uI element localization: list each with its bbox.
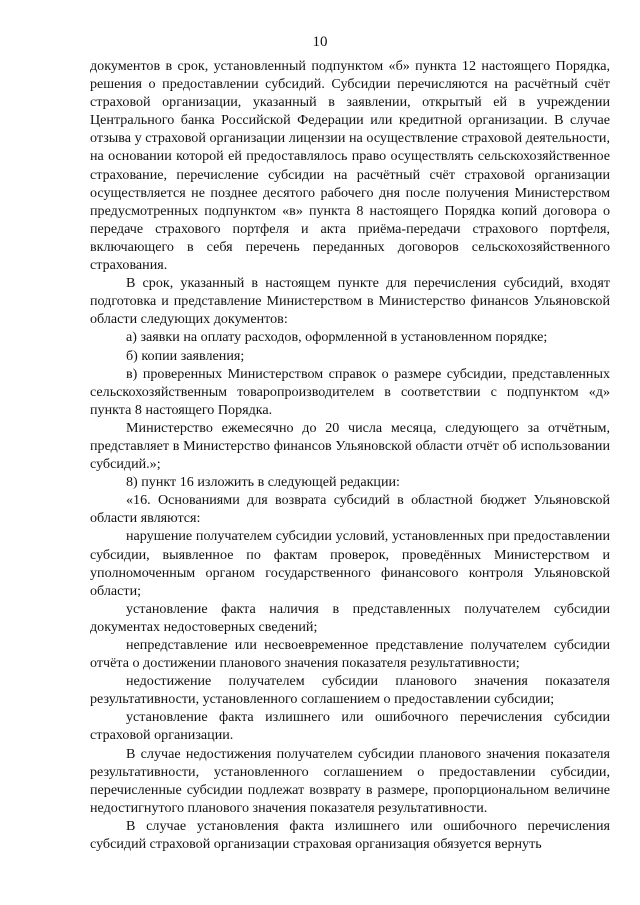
- paragraph-7: 8) пункт 16 изложить в следующей редакции:: [126, 474, 400, 491]
- paragraph-5: в) проверенных Министерством справок о размере субсидии, представленных сельскохозяйственным товаропроизводителем в соответствии с подпунктом «д» пункта 8 настоящего Порядка.: [90, 365, 610, 418]
- document-body: [90, 57, 610, 853]
- paragraph-1: документов в срок, установленный подпунктом «б» пункта 12 настоящего Порядка, решения о предоставлении субсидий. Субсидии перечисляются на расчётный счёт страховой организации, указанный в заявлении, открытый ей в учреждении Центрального банка Российской Федерации или кредитной организации. В случае отзыва у страховой организации лицензии на осуществление страховой деятельности, на основании которой ей предоставлялось право осуществлять сельскохозяйственное страхование, перечисление субсидии на расчётный счёт страховой организации осуществляется не позднее десятого рабочего дня после получения Министерством предусмотренных подпунктом «в» пункта 8 настоящего Порядка копий договора о передаче страхового портфеля и акта приёма-передачи страхового портфеля, включающего в себя перечень переданных договоров сельскохозяйственного страхования.: [90, 58, 610, 274]
- paragraph-9: нарушение получателем субсидии условий, установленных при предоставлении субсидии, выявленное по фактам проверок, проведённых Министерством и уполномоченным органом государственного финансового контроля Ульяновской области;: [90, 528, 610, 599]
- paragraph-2: В срок, указанный в настоящем пункте для перечисления субсидий, входят подготовка и представление Министерством в Министерство финансов Ульяновской области следующих документов:: [90, 275, 610, 328]
- paragraph-6: Министерство ежемесячно до 20 числа месяца, следующего за отчётным, представляет в Министерство финансов Ульяновской области отчёт об использовании субсидий.»;: [90, 419, 610, 473]
- paragraph-10: установление факта наличия в представленных получателем субсидии документах недостоверных сведений;: [90, 600, 610, 635]
- paragraph-4: б) копии заявления;: [126, 347, 245, 364]
- page-number: 10: [312, 34, 328, 50]
- paragraph-8: «16. Основаниями для возврата субсидий в областной бюджет Ульяновской области являются:: [90, 492, 610, 527]
- paragraph-12: недостижение получателем субсидии планового значения показателя результативности, установленного соглашением о предоставлении субсидии;: [90, 673, 610, 708]
- paragraph-3: а) заявки на оплату расходов, оформленной в установленном порядке;: [126, 329, 548, 346]
- paragraph-14: В случае недостижения получателем субсидии планового значения показателя результативности, установленного соглашением о предоставлении субсидии, перечисленные субсидии подлежат возврату в размере, пропорциональном величине недостигнутого планового значения показателя результативности.: [90, 745, 610, 816]
- paragraph-11: непредставление или несвоевременное представление получателем субсидии отчёта о достижении планового значения показателя результативности;: [90, 637, 610, 672]
- paragraph-13: установление факта излишнего или ошибочного перечисления субсидии страховой организации.: [90, 709, 610, 744]
- paragraph-15: В случае установления факта излишнего или ошибочного перечисления субсидий страховой организации страховая организация обязуется вернуть: [90, 817, 610, 853]
